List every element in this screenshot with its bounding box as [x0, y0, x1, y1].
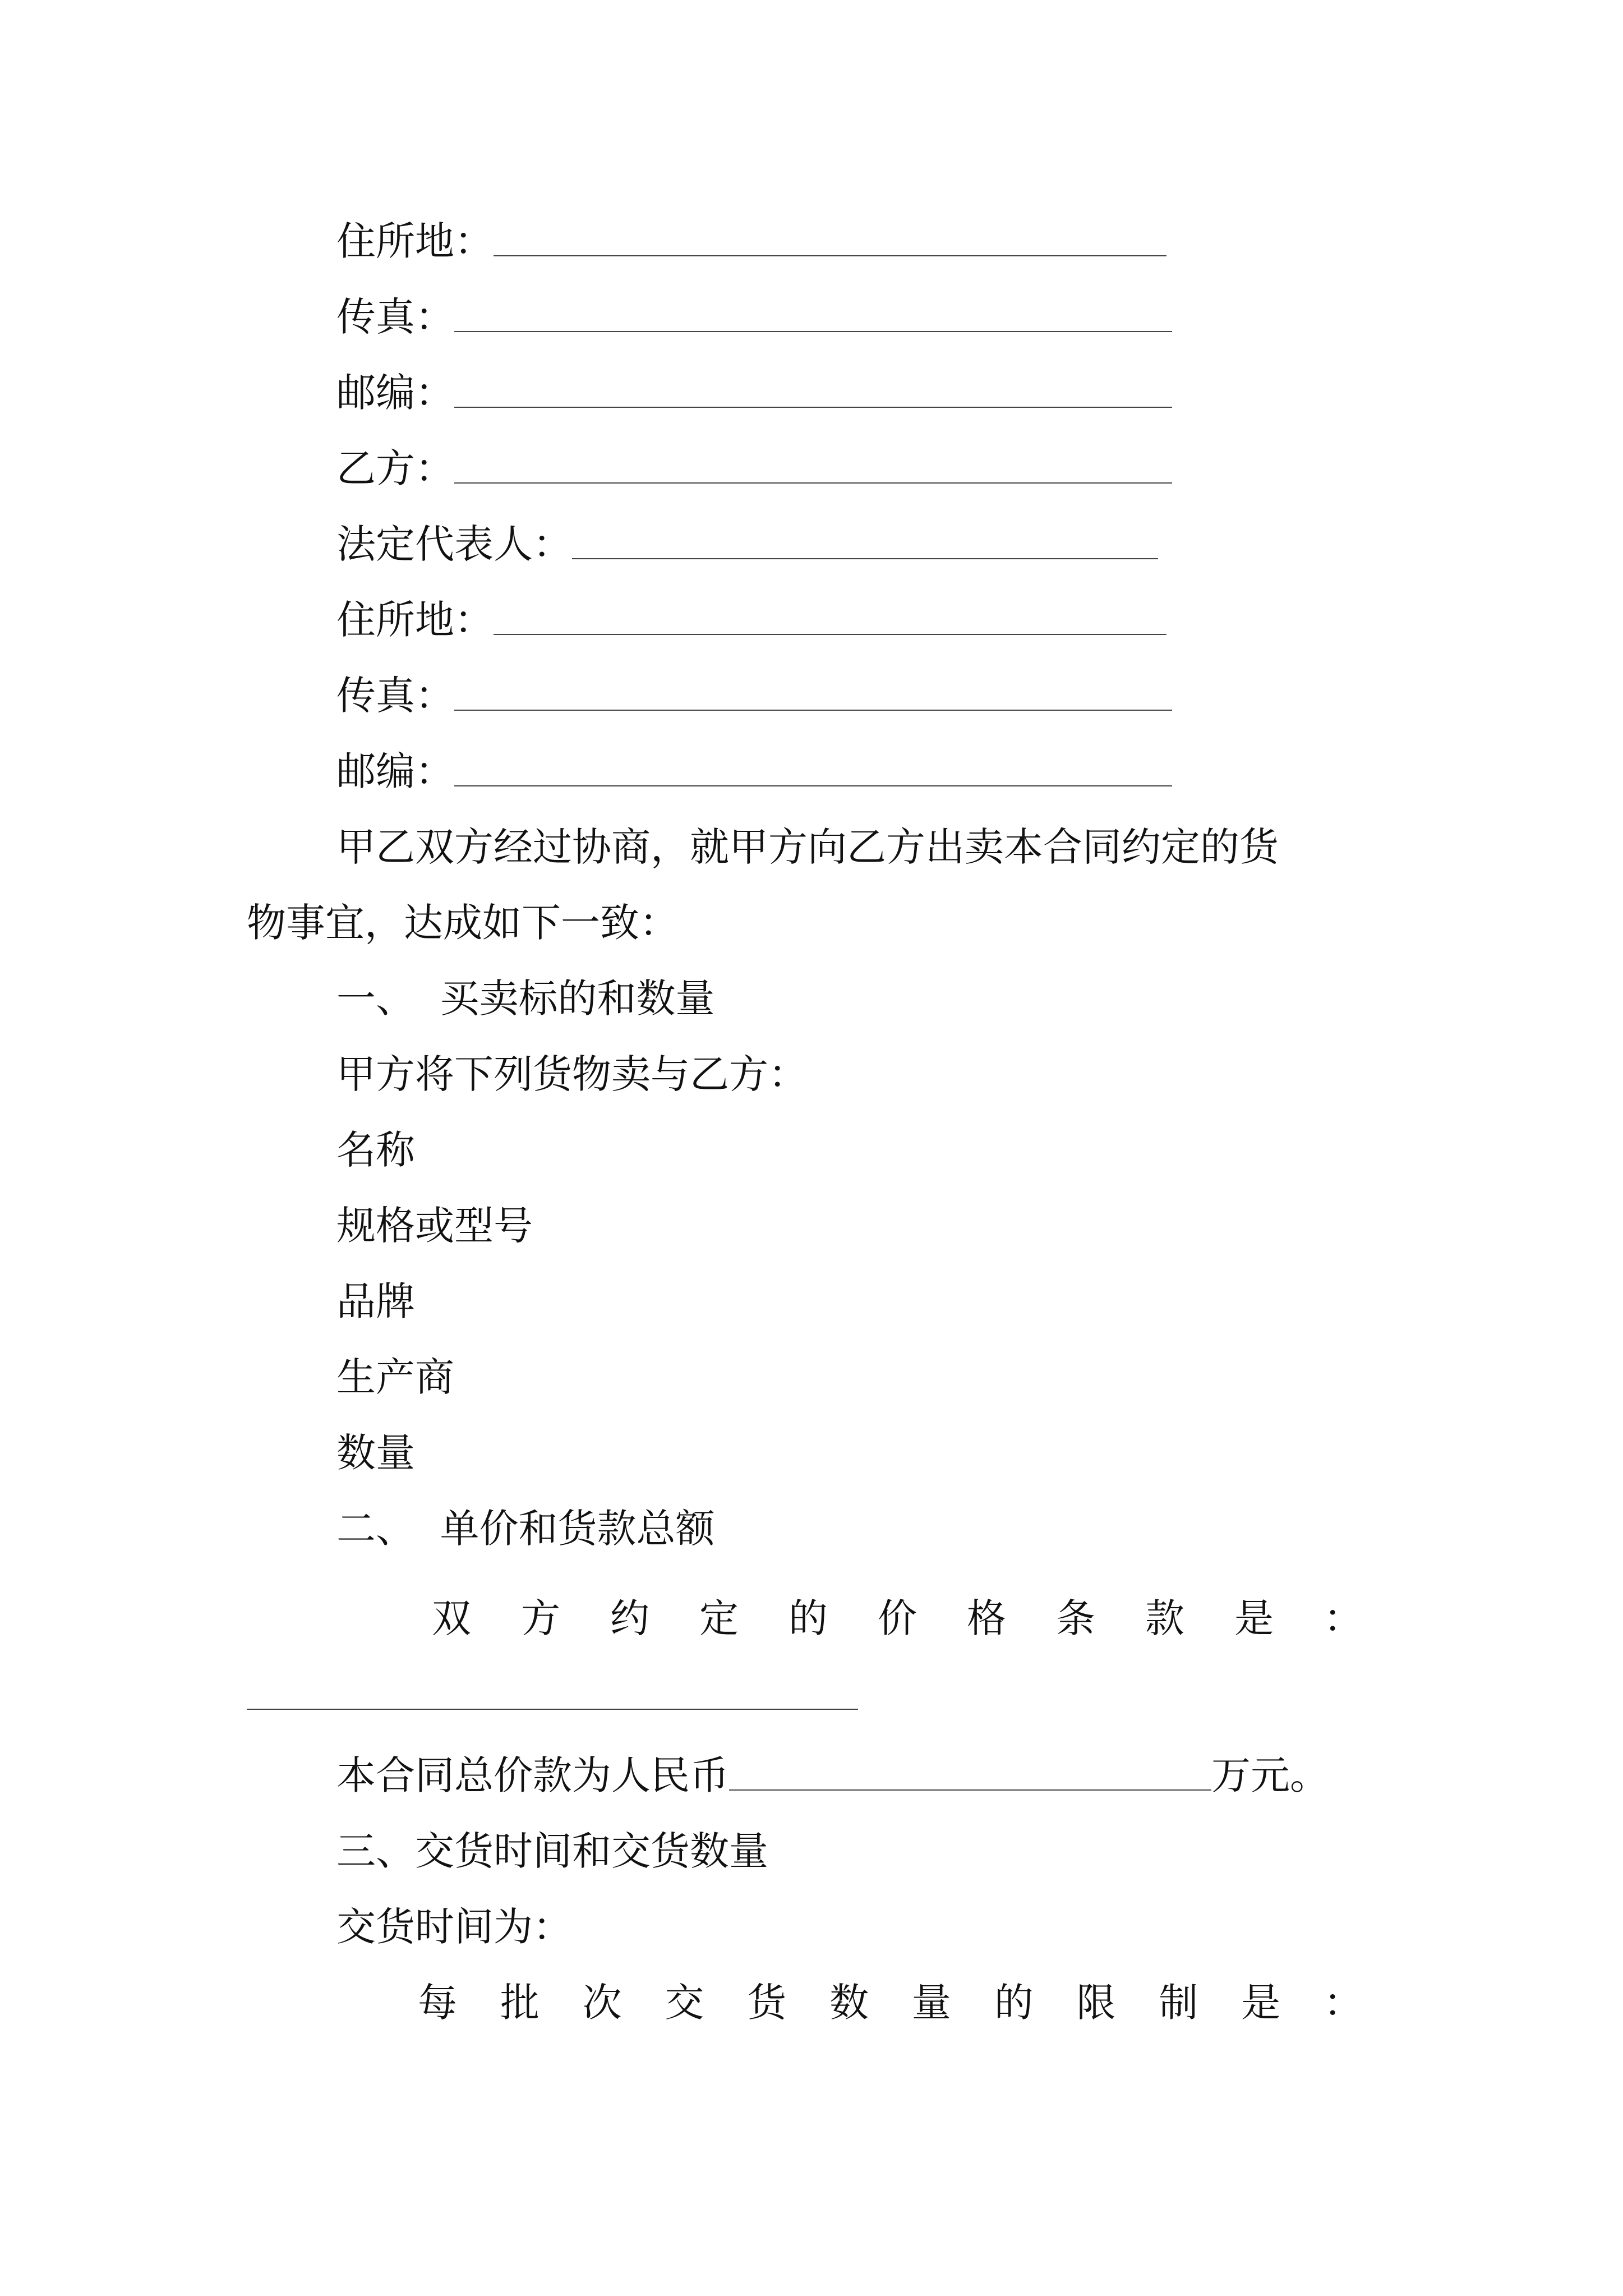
- intro-line-1: 甲乙双方经过协商，就甲方向乙方出卖本合同约定的货: [336, 824, 1279, 870]
- party-b-legal-rep-blank[interactable]: [572, 558, 1158, 559]
- total-price-row: [336, 1750, 1329, 1801]
- party-a-fax-label: 传真：: [336, 294, 454, 340]
- party-b-postcode-row: [336, 746, 1172, 797]
- batch-limit-char: ：: [1323, 1980, 1363, 2026]
- item-spec-label: 规格或型号: [336, 1203, 533, 1249]
- item-manufacturer-label: 生产商: [336, 1354, 454, 1400]
- batch-limit-char: 限: [1076, 1980, 1116, 2026]
- party-a-address-blank[interactable]: [494, 255, 1166, 256]
- party-b-legal-rep-label: 法定代表人：: [336, 521, 572, 567]
- batch-limit-char: 批: [500, 1980, 540, 2026]
- delivery-time-label: 交货时间为：: [336, 1904, 572, 1950]
- party-a-address-row: [336, 216, 1166, 266]
- party-a-fax-row: [336, 292, 1172, 342]
- party-b-name-blank[interactable]: [454, 482, 1172, 484]
- party-b-name-label: 乙方：: [336, 445, 454, 491]
- price-terms-char: 定: [699, 1595, 739, 1641]
- price-terms-char: 方: [521, 1595, 560, 1641]
- total-price-blank[interactable]: [729, 1789, 1211, 1791]
- price-terms-char: ：: [1324, 1595, 1363, 1641]
- section-1-lead: 甲方将下列货物卖与乙方：: [336, 1051, 808, 1097]
- party-b-postcode-blank[interactable]: [454, 785, 1172, 786]
- party-a-postcode-blank[interactable]: [454, 407, 1172, 408]
- party-b-address-row: [336, 595, 1166, 645]
- party-b-postcode-label: 邮编：: [336, 748, 454, 794]
- batch-limit-char: 每: [418, 1980, 457, 2026]
- party-b-name-row: [336, 443, 1172, 494]
- batch-limit-char: 是: [1241, 1980, 1281, 2026]
- batch-limit-char: 量: [911, 1980, 951, 2026]
- party-b-address-label: 住所地：: [336, 597, 494, 643]
- total-price-suffix: 万元。: [1211, 1752, 1329, 1798]
- total-price-prefix: 本合同总价款为人民币: [336, 1752, 729, 1798]
- party-a-fax-blank[interactable]: [454, 331, 1172, 332]
- batch-limit-char: 的: [994, 1980, 1034, 2026]
- price-terms-char: 双: [432, 1595, 471, 1641]
- price-terms-char: 是: [1234, 1595, 1274, 1641]
- item-quantity-label: 数量: [336, 1430, 415, 1476]
- section-2-title: 二、 单价和货款总额: [336, 1506, 715, 1552]
- intro-line-2: 物事宜，达成如下一致：: [247, 900, 679, 946]
- batch-limit-char: 交: [665, 1980, 704, 2026]
- party-b-address-blank[interactable]: [494, 634, 1166, 635]
- section-3-title: 三、交货时间和交货数量: [336, 1828, 768, 1874]
- batch-limit-char: 次: [582, 1980, 622, 2026]
- party-b-fax-label: 传真：: [336, 673, 454, 719]
- party-a-postcode-label: 邮编：: [336, 370, 454, 416]
- party-b-fax-blank[interactable]: [454, 710, 1172, 711]
- party-b-fax-row: [336, 670, 1172, 721]
- price-terms-char: 约: [610, 1595, 649, 1641]
- section-1-title: 一、 买卖标的和数量: [336, 976, 715, 1022]
- item-name-label: 名称: [336, 1127, 415, 1173]
- price-terms-char: 格: [967, 1595, 1006, 1641]
- batch-limit-char: 数: [829, 1980, 869, 2026]
- price-terms-char: 的: [789, 1595, 828, 1641]
- price-terms-blank[interactable]: [247, 1709, 858, 1710]
- price-terms-line: [432, 1593, 1363, 1644]
- price-terms-char: 条: [1056, 1595, 1095, 1641]
- batch-limit-line: [418, 1977, 1363, 2028]
- batch-limit-char: 制: [1159, 1980, 1198, 2026]
- batch-limit-char: 货: [747, 1980, 787, 2026]
- price-terms-char: 价: [878, 1595, 917, 1641]
- party-a-address-label: 住所地：: [336, 218, 494, 264]
- party-b-legal-rep-row: [336, 519, 1158, 569]
- item-brand-label: 品牌: [336, 1278, 415, 1324]
- party-a-postcode-row: [336, 367, 1172, 418]
- price-terms-char: 款: [1145, 1595, 1184, 1641]
